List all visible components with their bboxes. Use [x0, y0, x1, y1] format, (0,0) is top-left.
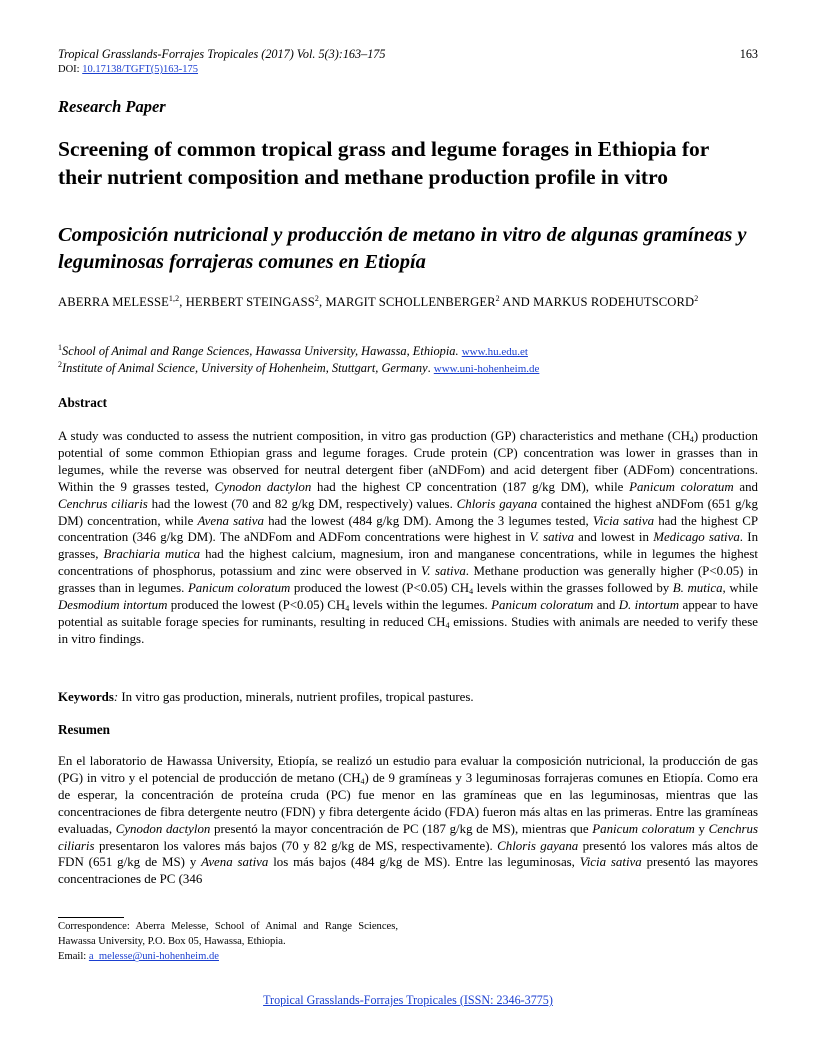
- affiliation-2: $^2$Institute of Animal Science, University of Hohenheim, Stuttgart, Germany. www.uni-hohenheim.de: [58, 360, 540, 376]
- page-number: 163: [739, 47, 758, 61]
- author-affiliation-mark: 1,2: [168, 294, 180, 303]
- journal-citation-header: [58, 47, 758, 62]
- affiliation-text: School of Animal and Range Sciences, Hawassa University, Hawassa, Ethiopia.: [62, 344, 459, 359]
- resumen-text: En el laboratorio de Hawassa University, Etiopía, se realizó un estudio para evaluar la composición nutricional, la producción de gas (PG) in vitro y el potencial de producción de metano $(CH_4)$ de 9 gramíneas y 3 leguminosas forrajeras comunes en Etiopía. Como era de esperar, la concentración de proteína cruda (PC) fue menor en las gramíneas que en las leguminosas, mientras que las concentraciones de fibra detergente neutro (FDN) y fibra detergente ácido (FDA) fueron más altas en las primeras. Entre las gramíneas evaluadas, Cynodon dactylon presentó la mayor concentración de PC (187 g/kg de MS), mientras que Panicum coloratum y Cenchrus ciliaris presentaron los valores más bajos (70 y 82 g/kg de MS, respectivamente). Chloris gayana presentó los valores más altos de FDN (651 g/kg de MS) y Avena sativa los más bajos (484 g/kg de MS). Entre las leguminosas, Vicia sativa presentó las mayores concentraciones de PC (346: [58, 754, 759, 887]
- affiliation-1: [58, 343, 758, 359]
- keywords-label: Keywords: [58, 690, 114, 704]
- author-name: AND MARKUS RODEHUTSCORD: [499, 295, 695, 310]
- correspondence-text: Correspondence: Aberra Melesse, School of Animal and Range Sciences, Hawassa University, P.O. Box 05, Hawassa, Ethiopia.: [58, 921, 398, 948]
- page-footer: [58, 993, 758, 1008]
- article-type: Research Paper: [58, 97, 166, 116]
- doi-label: DOI:: [58, 64, 83, 75]
- email-link[interactable]: a_melesse@uni-hohenheim.de: [88, 951, 219, 963]
- author-affiliation-mark: 2: [495, 294, 500, 303]
- author-name: , MARGIT SCHOLLENBERGER: [318, 295, 496, 310]
- resumen-heading: Resumen: [58, 722, 111, 737]
- article-title: Screening of common tropical grass and legume forages in Ethiopia for their nutrient composition and methane production profile in vitro: [58, 137, 709, 189]
- email-label: Email:: [58, 951, 89, 963]
- author-list: [58, 290, 758, 311]
- correspondence-footnote: [58, 919, 398, 965]
- author-affiliation-mark: 2: [314, 294, 319, 303]
- affiliation-number: 1: [58, 343, 62, 352]
- journal-citation: Tropical Grasslands-Forrajes Tropicales (2017) Vol. 5(3):163–175: [58, 47, 386, 61]
- affiliation-link[interactable]: www.hu.edu.et: [461, 346, 528, 359]
- abstract-text: A study was conducted to assess the nutrient composition, in vitro gas production (GP) characteristics and methane $(CH_4)$ production potential of some common Ethiopian grass and legume forages. Crude protein (CP) concentration was lower in grasses than in legumes, while the reverse was observed for neutral detergent fiber (aNDFom) and acid detergent fiber (ADFom) concentrations. Within the 9 grasses tested, Cynodon dactylon had the highest CP concentration (187 g/kg DM), while Panicum coloratum and Cenchrus ciliaris had the lowest (70 and 82 g/kg DM, respectively) values. Chloris gayana contained the highest aNDFom (651 g/kg DM) concentration, while Avena sativa had the lowest (484 g/kg DM). Among the 3 legumes tested, Vicia sativa had the highest CP concentration (346 g/kg DM). The aNDFom and ADFom concentrations were highest in V. sativa and lowest in Medicago sativa. In grasses, Brachiaria mutica had the highest calcium, magnesium, iron and manganese concentrations, while in legumes the highest concentrations of phosphorus, potassium and zinc were observed in V. sativa. Methane production was generally higher (P<0.05) in grasses than in legumes. Panicum coloratum produced the lowest (P<0.05) $CH_4$ levels within the grasses followed by B. mutica, while Desmodium intortum produced the lowest (P<0.05) $CH_4$ levels within the legumes. Panicum coloratum and D. intortum appear to have potential as suitable forage species for ruminants, resulting in reduced $CH_4$ emissions. Studies with animals are needed to verify these in vitro findings.: [58, 429, 759, 646]
- keywords: Keywords: In vitro gas production, minerals, nutrient profiles, tropical pastures.: [58, 690, 474, 704]
- author-name: , HERBERT STEINGASS: [179, 295, 315, 310]
- affiliation-number: 2: [58, 360, 62, 369]
- affiliation-text: Institute of Animal Science, University of Hohenheim, Stuttgart, Germany: [62, 361, 428, 376]
- affiliation-link[interactable]: www.uni-hohenheim.de: [433, 363, 540, 376]
- author-affiliation-mark: 2: [694, 294, 699, 303]
- doi-link[interactable]: 10.17138/TGFT(5)163-175: [82, 64, 199, 75]
- keywords-text: In vitro gas production, minerals, nutrient profiles, tropical pastures.: [118, 690, 474, 704]
- author-name: ABERRA MELESSE: [58, 295, 169, 310]
- article-subtitle-spanish: Composición nutricional y producción de metano in vitro de algunas gramíneas y leguminosas forrajeras comunes en Etiopía: [58, 224, 747, 273]
- journal-footer-link[interactable]: Tropical Grasslands-Forrajes Tropicales (ISSN: 2346-3775): [263, 993, 553, 1007]
- doi-line: [58, 64, 198, 75]
- footnote-divider: [58, 917, 124, 918]
- abstract-heading: Abstract: [58, 395, 108, 410]
